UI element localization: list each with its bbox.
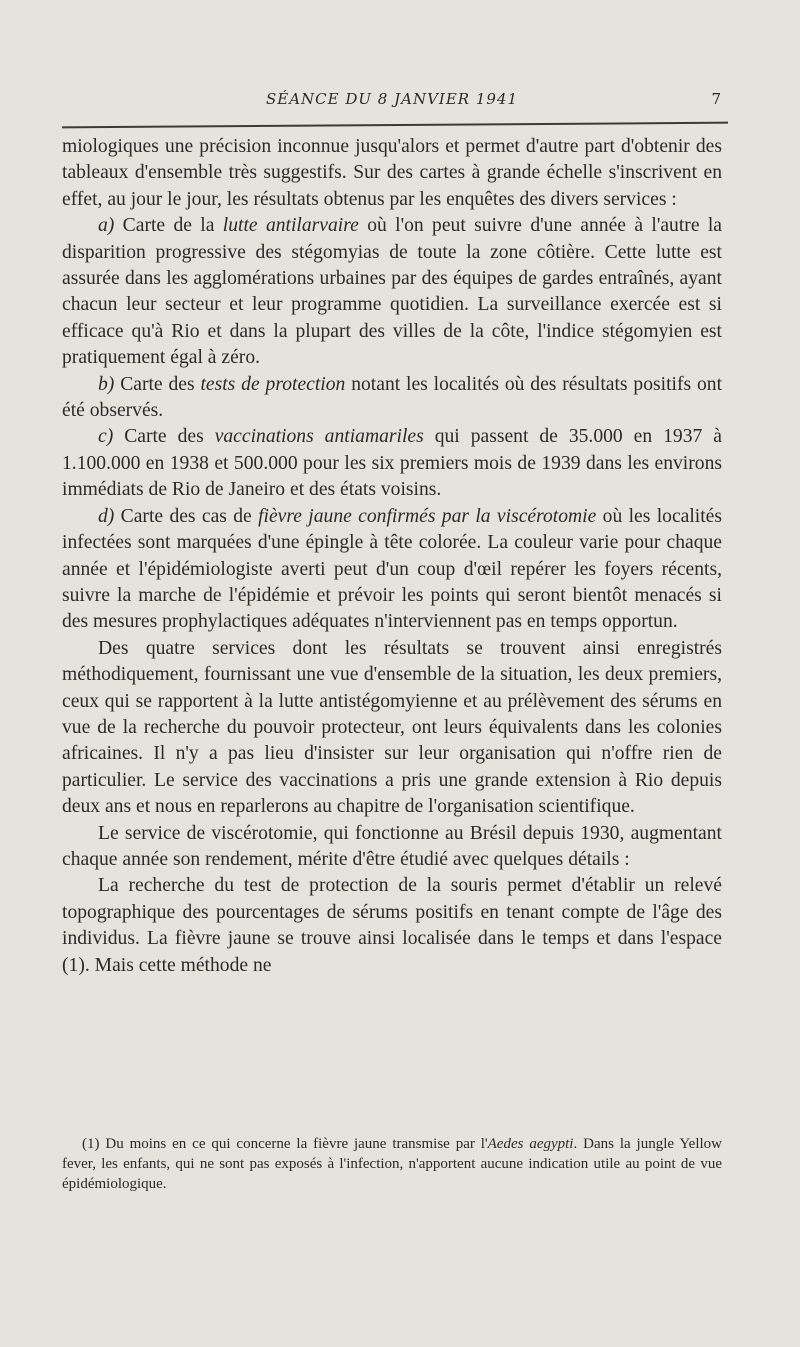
footnote-1 <box>62 1134 722 1194</box>
item-text-c: qui passent de 35.000 en 1937 à 1.100.000 en 1938 et 500.000 pour les six premiers mois de 1939 dans les environs immédiats de Rio de Janeiro et des états voisins. <box>62 426 722 501</box>
paragraph-protection-test: La recherche du test de protection de la souris permet d'établir un relevé topographique des pourcentages de sérums positifs en tenant compte de l'âge des individus. La fièvre jaune se trouve ainsi localisée dans le temps et dans l'espace (1). Mais cette méthode ne <box>62 875 722 976</box>
item-emphasis-a: lutte antilarvaire <box>222 215 359 237</box>
item-text-b: notant les localités où des résultats positifs ont été observés. <box>62 373 723 422</box>
item-lead-c: Carte des <box>113 426 215 448</box>
paragraph-services: Des quatre services dont les résultats se trouvent ainsi enregistrés méthodiquement, fournissant une vue d'ensemble de la situation, les deux premiers, ceux qui se rapportent à la lutte antistégomyienne et au prélèvement des sérums en vue de la recherche du pouvoir protecteur, ont leurs équivalents dans les colonies africaines. Il n'y a pas lieu d'insister sur leur organisation qui n'offre rien de particulier. Le service des vaccinations a pris une grande extension à Rio depuis deux ans et nous en reparlerons au chapitre de l'organisation scientifique. <box>62 637 722 818</box>
item-label-b: b) <box>98 373 115 395</box>
footnote-marker: (1) <box>82 1136 100 1152</box>
item-lead-a: Carte de la <box>114 215 223 237</box>
footnote-text: . Dans la jungle Yellow fever, les enfants, qui ne sont pas exposés à l'infection, n'apportent aucune indication utile au point de vue épidémiologique. <box>62 1136 722 1192</box>
item-emphasis-c: vaccinations antiamariles <box>214 426 424 448</box>
item-emphasis-b: tests de protection <box>200 373 346 395</box>
body-text <box>62 134 722 979</box>
item-lead-d: Carte des cas de <box>114 505 259 527</box>
item-lead-b: Carte des <box>114 373 201 395</box>
footnote-emphasis: Aedes aegypti <box>487 1136 574 1152</box>
paragraph-item-d <box>62 504 722 636</box>
item-label-d: d) <box>98 505 115 527</box>
item-label-c: c) <box>98 426 114 448</box>
header-rule <box>62 122 728 129</box>
item-emphasis-d: fièvre jaune confirmés par la viscérotomie <box>258 505 597 527</box>
item-text-d: où les localités infectées sont marquées d'une épingle à tête colorée. La couleur varie pour chaque année et l'épidémiologiste averti peut d'un coup d'œil repérer les foyers récents, suivre la marche de l'épidémie et prévoir les points qui seront bientôt menacés si des mesures prophylactiques adéquates n'interviennent pas en temps opportun. <box>62 505 722 633</box>
running-title: SÉANCE DU 8 JANVIER 1941 <box>265 90 519 108</box>
paragraph-item-b <box>62 372 722 425</box>
footnote-lead: Du moins en ce qui concerne la fièvre jaune transmise par l' <box>99 1136 488 1152</box>
paragraph-item-c <box>62 424 722 503</box>
paragraph-intro: miologiques une précision inconnue jusqu'alors et permet d'autre part d'obtenir des tableaux d'ensemble très suggestifs. Sur des cartes à grande échelle s'inscrivent en effet, au jour le jour, les résultats obtenus par les enquêtes des divers services : <box>62 136 722 210</box>
footnotes <box>62 1134 722 1194</box>
paragraph-viscerotomy: Le service de viscérotomie, qui fonctionne au Brésil depuis 1930, augmentant chaque année son rendement, mérite d'être étudié avec quelques détails : <box>62 822 722 870</box>
item-text-a: où l'on peut suivre d'une année à l'autre la disparition progressive des stégomyias de toute la zone côtière. Cette lutte est assurée dans les agglomérations urbaines par des équipes de gardes entraînés, ayant chacun leur secteur et leur programme quotidien. La surveillance exercée est si efficace qu'à Rio et dans la plupart des villes de la côte, l'indice stégomyien est pratiquement égal à zéro. <box>62 215 722 369</box>
page-number: 7 <box>711 90 722 108</box>
paragraph-item-a <box>62 213 722 371</box>
item-label-a: a) <box>98 215 115 237</box>
